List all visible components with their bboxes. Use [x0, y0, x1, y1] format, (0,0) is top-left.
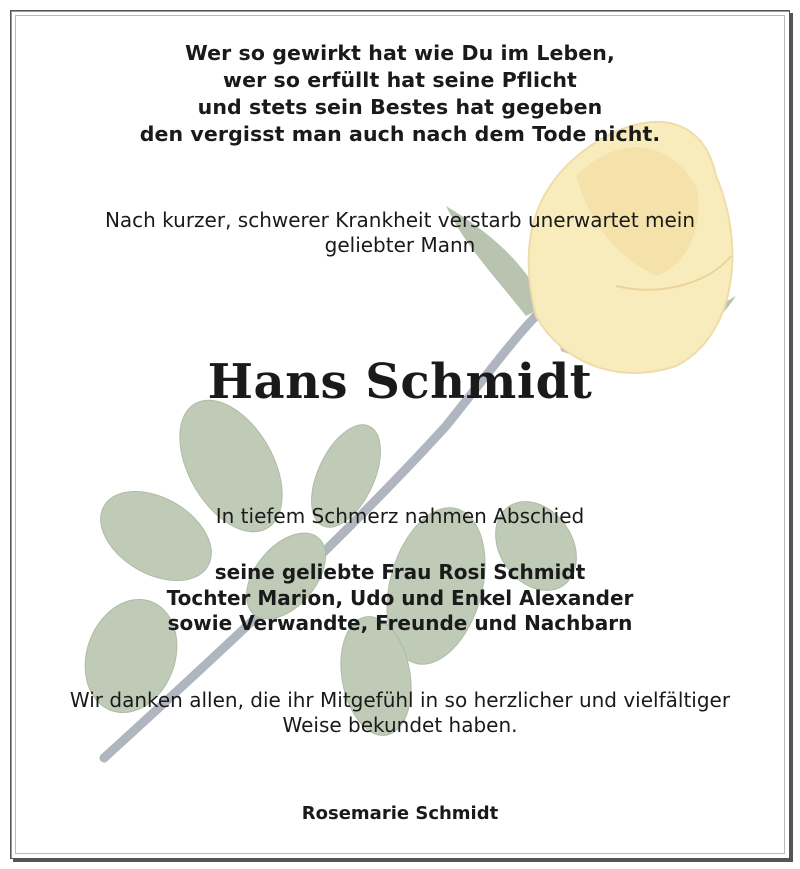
mourner-line: seine geliebte Frau Rosi Schmidt — [214, 560, 586, 584]
poem-line: und stets sein Bestes hat gegeben — [197, 95, 603, 119]
poem-line: wer so erfüllt hat seine Pflicht — [223, 68, 577, 92]
death-announcement-text: Nach kurzer, schwerer Krankheit verstarb unerwartet mein geliebter Mann — [104, 208, 696, 257]
mourners-list — [16, 560, 784, 637]
signature: Rosemarie Schmidt — [301, 803, 499, 824]
memorial-poem — [16, 40, 784, 148]
obituary-panel — [15, 15, 785, 854]
farewell-text: In tiefem Schmerz nahmen Abschied — [215, 504, 585, 528]
poem-line: Wer so gewirkt hat wie Du im Leben, — [185, 41, 615, 65]
thanks-text: Wir danken allen, die ihr Mitgefühl in so herzlicher und vielfältiger Weise bekundet haben. — [69, 688, 731, 737]
deceased-name: Hans Schmidt — [207, 354, 593, 410]
poem-line: den vergisst man auch nach dem Tode nicht. — [139, 122, 661, 146]
obituary-frame — [10, 10, 790, 859]
mourner-line: Tochter Marion, Udo und Enkel Alexander — [166, 585, 634, 610]
mourner-line: sowie Verwandte, Freunde und Nachbarn — [167, 611, 633, 635]
